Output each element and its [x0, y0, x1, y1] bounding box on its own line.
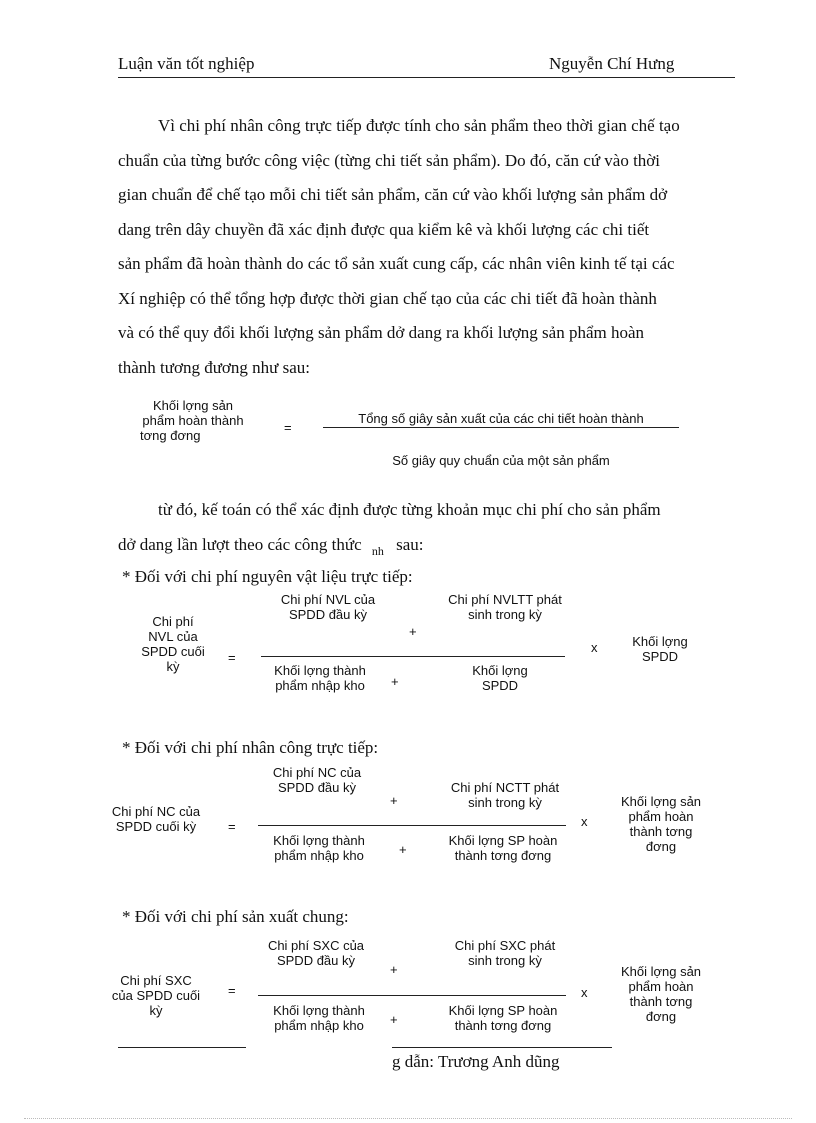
formula-text: thành tơng đơng [454, 1018, 552, 1033]
formula-text: SPDD cuối kỳ [115, 819, 197, 834]
formula-text: sinh trong kỳ [468, 607, 542, 622]
formula-text: Chi phí NC của [272, 765, 362, 780]
formula-equiv-eq: = [284, 420, 292, 435]
fraction-bar [261, 656, 565, 657]
header-left: Luận văn tốt nghiệp [118, 54, 255, 73]
footer-rule-right [392, 1047, 612, 1048]
paragraph-1-line: thành tương đương như sau: [118, 357, 310, 377]
paragraph-1-line: Vì chi phí nhân công trực tiếp được tính cho sản phẩm theo thời gian chế tạo [158, 116, 680, 135]
formula-times: x [581, 985, 588, 1000]
formula-text: kỳ [149, 1003, 163, 1018]
page-edge-dotted-line [24, 1118, 792, 1119]
section-nvl-den-a [255, 663, 385, 693]
section-nvl-den-b [440, 663, 560, 693]
formula-plus: + [409, 624, 417, 639]
formula-eq: = [228, 650, 236, 665]
formula-text: SPDD cuối [141, 644, 205, 659]
formula-text: NVL của [148, 629, 198, 644]
section-sxc-title: * Đối với chi phí sản xuất chung: [122, 907, 349, 926]
paragraph-1-line: và có thể quy đổi khối lượng sản phẩm dở dang ra khối lượng sản phẩm hoàn [118, 323, 645, 342]
formula-text: phẩm hoàn [628, 809, 694, 824]
formula-text: phẩm nhập kho [274, 848, 364, 863]
paragraph-1-line: Xí nghiệp có thể tổng hợp được thời gian chế tạo của các chi tiết đã hoàn thành [118, 288, 657, 308]
section-nc-den-a [254, 833, 384, 863]
section-nc-den-b [428, 833, 578, 863]
formula-times: x [591, 640, 598, 655]
fraction-bar [258, 995, 566, 996]
section-sxc-num-a [246, 938, 386, 968]
formula-text: phẩm hoàn thành [142, 413, 244, 428]
section-sxc-num-b [425, 938, 585, 968]
section-sxc-den-b [428, 1003, 578, 1033]
formula-text: tơng đơng [140, 428, 201, 443]
formula-text: Khối lợng thành [273, 1003, 365, 1018]
formula-plus: + [390, 793, 398, 808]
section-nvl-right [615, 634, 705, 664]
paragraph-2-text: từ đó, kế toán có thể xác định được từng khoản mục chi phí cho sản phẩm [158, 500, 661, 519]
paragraph-1 [118, 109, 732, 385]
fraction-bar [323, 427, 679, 428]
formula-text: Khối lợng SP hoàn [448, 833, 558, 848]
formula-text: phẩm nhập kho [274, 1018, 364, 1033]
formula-text: Khối lợng sản [620, 794, 702, 809]
formula-text: kỳ [166, 659, 180, 674]
formula-plus: + [399, 842, 407, 857]
formula-text: thành tơng [629, 994, 693, 1009]
section-nvl-left [118, 614, 228, 674]
formula-text: của SPDD cuối [111, 988, 201, 1003]
section-nc-right [613, 794, 709, 854]
formula-text: Chi phí NCTT phát [450, 780, 560, 795]
section-nc-title: * Đối với chi phí nhân công trực tiếp: [122, 738, 379, 757]
paragraph-2-line1 [158, 500, 661, 520]
paragraph-2-text: sau: [396, 535, 424, 554]
formula-text: đơng [645, 839, 677, 854]
formula-eq: = [228, 819, 236, 834]
formula-text: thành tơng [629, 824, 693, 839]
footer-rule-left [118, 1047, 246, 1048]
formula-text: Khối lợng SP hoàn [448, 1003, 558, 1018]
section-nvl-num-a [258, 592, 398, 622]
formula-text: Chi phí NVL của [280, 592, 376, 607]
formula-text: SPDD đầu kỳ [277, 780, 357, 795]
paragraph-2-text: dở dang lần lượt theo các công thức [118, 535, 362, 554]
formula-times: x [581, 814, 588, 829]
section-sxc-left [100, 973, 212, 1018]
section-nc-num-a [252, 765, 382, 795]
formula-text: SPDD [641, 649, 679, 664]
section-nvl-title: * Đối với chi phí nguyên vật liệu trực tiếp: [122, 567, 413, 586]
section-nvl-num-b [425, 592, 585, 622]
formula-plus: + [390, 1012, 398, 1027]
fraction-bar [258, 825, 566, 826]
section-nc-left [100, 804, 212, 834]
paragraph-2-line2 [118, 535, 424, 558]
paragraph-1-line: sản phẩm đã hoàn thành do các tổ sản xuất cung cấp, các nhân viên kinh tế tại các [118, 254, 675, 273]
formula-eq: = [228, 983, 236, 998]
paragraph-1-line: dang trên dây chuyền đã xác định được qua kiểm kê và khối lượng các chi tiết [118, 219, 650, 239]
formula-equiv-left [128, 398, 258, 443]
formula-text: SPDD [481, 678, 519, 693]
paragraph-1-line: chuẩn của từng bước công việc (từng chi tiết sản phẩm). Do đó, căn cứ vào thời [118, 150, 661, 170]
formula-text: phẩm hoàn [628, 979, 694, 994]
formula-text: Chi phí SXC của [267, 938, 365, 953]
formula-text: đơng [645, 1009, 677, 1024]
formula-text: Khối lợng [472, 663, 528, 678]
formula-text: Chi phí SXC phát [454, 938, 556, 953]
formula-equiv-numerator: Tổng số giây sản xuất của các chi tiết hoàn thành [358, 411, 644, 426]
formula-text: SPDD đầu kỳ [276, 953, 356, 968]
section-nc-num-b [425, 780, 585, 810]
formula-plus: + [391, 674, 399, 689]
formula-text: SPDD đầu kỳ [288, 607, 368, 622]
formula-text: Chi phí NC của [111, 804, 201, 819]
formula-text: Khối lợng thành [273, 833, 365, 848]
formula-text: Khối lợng thành [274, 663, 366, 678]
section-sxc-right [613, 964, 709, 1024]
footer-text: g dẫn: Trương Anh dũng [392, 1052, 560, 1071]
formula-text: Chi phí SXC [120, 973, 192, 988]
formula-text: sinh trong kỳ [468, 953, 542, 968]
formula-text: Khối lợng [632, 634, 688, 649]
formula-text: thành tơng đơng [454, 848, 552, 863]
formula-text: Chi phí NVLTT phát [448, 592, 562, 607]
formula-text: sinh trong kỳ [468, 795, 542, 810]
section-sxc-den-a [254, 1003, 384, 1033]
formula-plus: + [390, 962, 398, 977]
formula-text: Khối lợng sản [152, 398, 234, 413]
formula-text: phẩm nhập kho [275, 678, 365, 693]
paragraph-2-small: nh [371, 544, 384, 558]
formula-equiv-denominator: Số giây quy chuẩn của một sản phẩm [392, 453, 610, 468]
formula-text: Khối lợng sản [620, 964, 702, 979]
formula-text: Chi phí [152, 614, 194, 629]
header-rule [118, 77, 735, 78]
header-right: Nguyễn Chí Hưng [549, 54, 675, 73]
paragraph-1-line: gian chuẩn để chế tạo mỗi chi tiết sản phẩm, căn cứ vào khối lượng sản phẩm dở [118, 185, 668, 204]
